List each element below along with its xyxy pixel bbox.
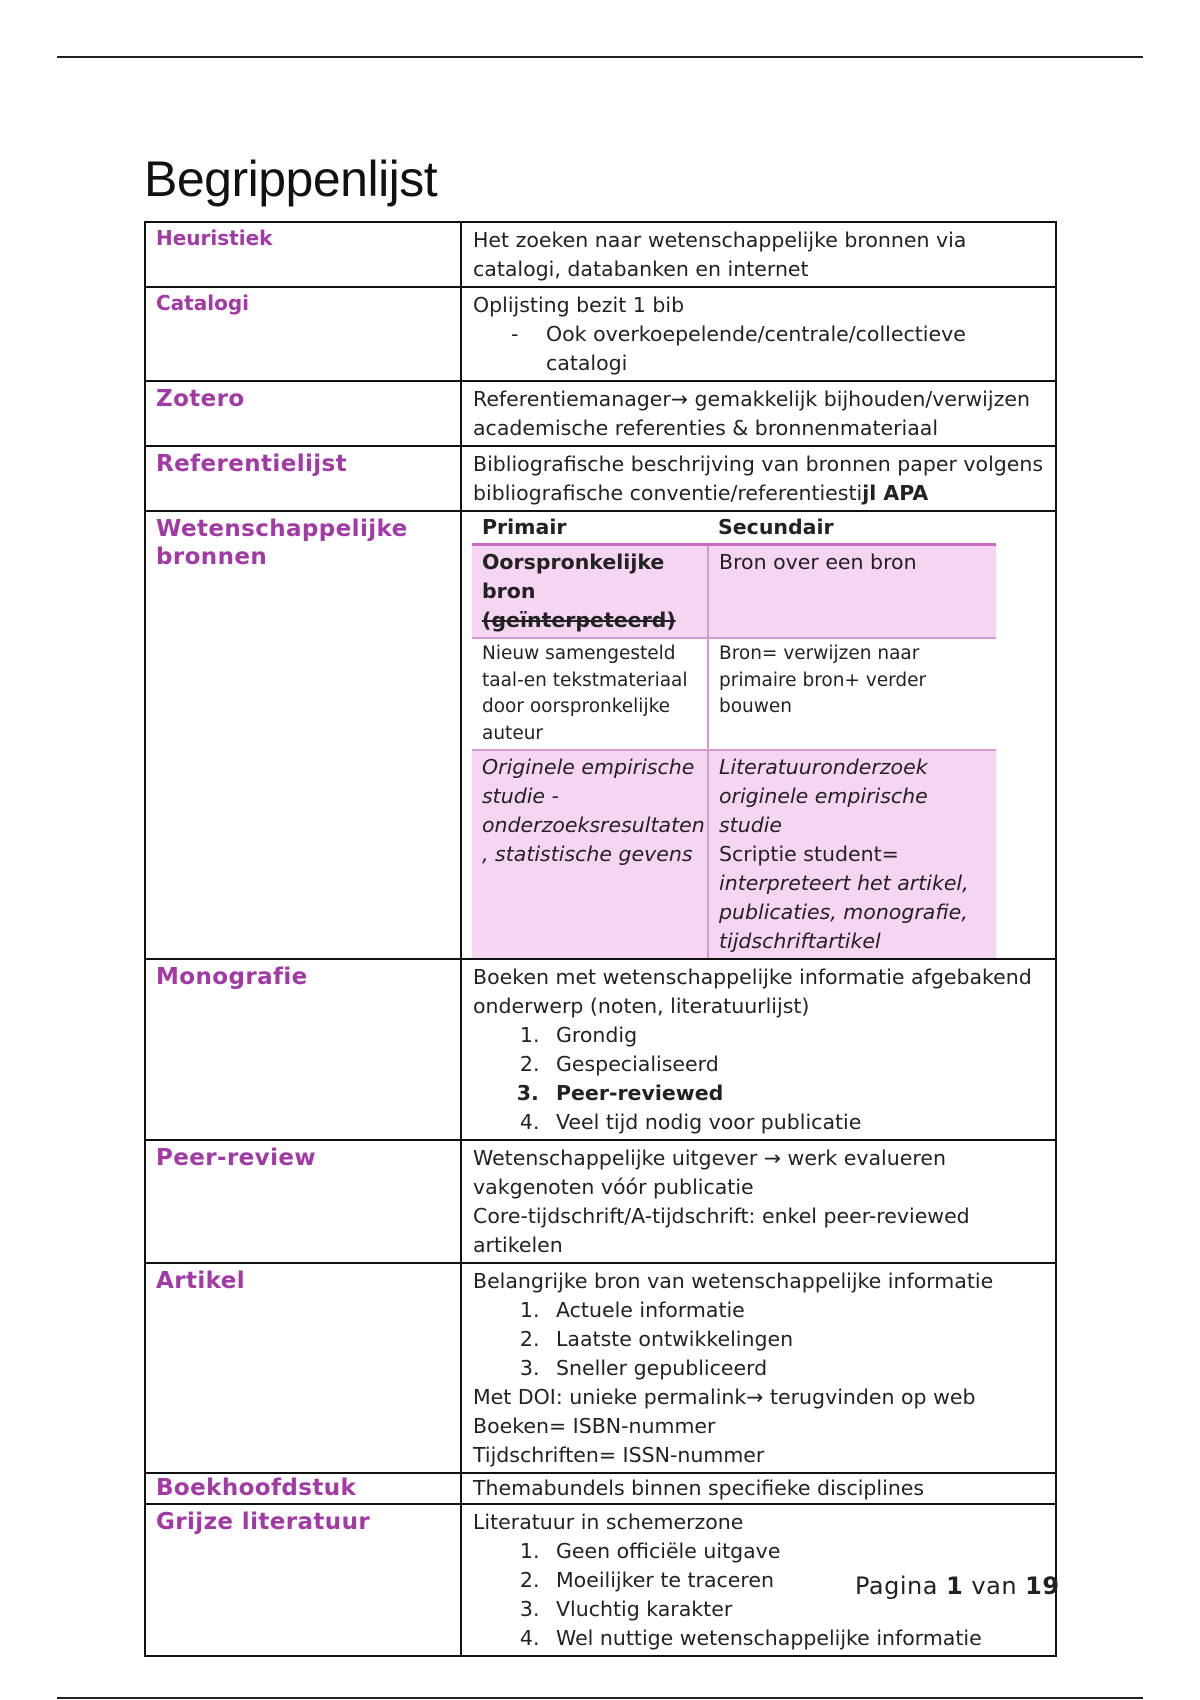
term-grijze-literatuur: Grijze literatuur	[156, 1509, 371, 1535]
primair-oorspronkelijk: Oorspronkelijke bron	[482, 550, 665, 603]
table-row	[472, 638, 996, 750]
glossary-table	[144, 221, 1060, 1657]
list-item: 4. Wel nuttige wetenschappelijke informatie	[546, 1624, 1045, 1653]
footer-rule	[57, 1697, 1143, 1699]
list-item: 1. Actuele informatie	[546, 1296, 1045, 1325]
definition-grijze-literatuur: Literatuur in schemerzone	[473, 1510, 744, 1534]
page-number	[855, 1572, 1060, 1600]
monografie-list	[473, 1021, 1045, 1137]
bronnen-subtable	[472, 512, 996, 958]
header-secundair: Secundair	[718, 515, 834, 539]
table-row	[145, 1140, 1056, 1263]
definition-artikel: Belangrijke bron van wetenschappelijke informatie	[473, 1269, 994, 1293]
list-item: - Ook overkoepelende/centrale/collectieve catalogi	[473, 320, 1045, 378]
current-page: 1	[946, 1572, 964, 1600]
list-item: 3. Vluchtig karakter	[546, 1595, 1045, 1624]
table-row	[145, 959, 1056, 1140]
definition-core-tijdschrift: Core-tijdschrift/A-tijdschrift: enkel peer-reviewed artikelen	[473, 1204, 970, 1257]
table-row	[145, 1263, 1056, 1473]
list-item: 3. Peer-reviewed	[546, 1079, 1045, 1108]
list-item: 2. Moeilijker te traceren	[546, 1566, 1045, 1595]
page-title: Begrippenlijst	[144, 151, 438, 207]
table-row	[472, 750, 996, 958]
primair-nieuw: Nieuw samengesteld taal-en tekstmateriaal door oorspronkelijke auteur	[472, 638, 708, 750]
header-rule	[57, 56, 1143, 58]
secundair-bron-over-bron: Bron over een bron	[708, 545, 996, 639]
definition-referentielijst: Bibliografische beschrijving van bronnen paper volgens bibliografische conventie/referentiesti	[473, 452, 1044, 505]
secundair-interpreteert: interpreteert het artikel, publicaties, monografie, tijdschriftartikel	[719, 871, 969, 953]
secundair-scriptie: Scriptie student=	[719, 842, 899, 866]
definition-boekhoofdstuk: Themabundels binnen specifieke disciplines	[461, 1473, 1056, 1504]
table-row	[145, 287, 1056, 381]
definition-monografie: Boeken met wetenschappelijke informatie afgebakend onderwerp (noten, literatuurlijst)	[473, 965, 1032, 1018]
list-item: 4. Veel tijd nodig voor publicatie	[546, 1108, 1045, 1137]
term-monografie: Monografie	[156, 964, 308, 990]
list-item: 1. Grondig	[546, 1021, 1045, 1050]
term-zotero: Zotero	[156, 386, 245, 412]
term-wetenschappelijke-bronnen: Wetenschappelijke bronnen	[156, 516, 408, 570]
definition-peer-review: Wetenschappelijke uitgever → werk evalueren vakgenoten vóór publicatie	[473, 1146, 946, 1199]
table-row	[472, 512, 996, 545]
catalogi-list	[473, 320, 1045, 378]
primair-empirisch: Originele empirische studie - onderzoeksresultaten , statistische gevens	[472, 750, 708, 958]
secundair-literatuuronderzoek: Literatuuronderzoek originele empirische studie	[719, 755, 928, 837]
table-row	[145, 222, 1056, 287]
term-catalogi: Catalogi	[156, 291, 249, 315]
list-item: 3. Sneller gepubliceerd	[546, 1354, 1045, 1383]
term-peer-review: Peer-review	[156, 1145, 317, 1171]
list-item: 1. Geen officiële uitgave	[546, 1537, 1045, 1566]
definition-zotero: Referentiemanager→ gemakkelijk bijhouden/verwijzen academische referenties & bronnenmateriaal	[461, 381, 1056, 446]
table-row	[145, 381, 1056, 446]
list-item: 2. Gespecialiseerd	[546, 1050, 1045, 1079]
table-row	[145, 446, 1056, 511]
artikel-doi: Met DOI: unieke permalink→ terugvinden op web	[473, 1385, 976, 1409]
artikel-isbn: Boeken= ISBN-nummer	[473, 1414, 716, 1438]
term-artikel: Artikel	[156, 1268, 245, 1294]
table-row	[472, 545, 996, 639]
term-heuristiek: Heuristiek	[156, 226, 273, 250]
of-label: van	[971, 1572, 1018, 1600]
table-row	[145, 1473, 1056, 1504]
list-item: 2. Laatste ontwikkelingen	[546, 1325, 1045, 1354]
table-row	[145, 511, 1056, 959]
definition-referentielijst-bold: jl APA	[862, 481, 929, 505]
artikel-list	[473, 1296, 1045, 1383]
primair-geinterpreteerd: (geïnterpeteerd)	[482, 608, 676, 632]
total-pages: 19	[1025, 1572, 1060, 1600]
term-referentielijst: Referentielijst	[156, 451, 348, 477]
secundair-verwijzen: Bron= verwijzen naar primaire bron+ verder bouwen	[708, 638, 996, 750]
term-boekhoofdstuk: Boekhoofdstuk	[156, 1475, 357, 1501]
definition-heuristiek: Het zoeken naar wetenschappelijke bronnen via catalogi, databanken en internet	[461, 222, 1056, 287]
header-primair: Primair	[482, 515, 567, 539]
artikel-issn: Tijdschriften= ISSN-nummer	[473, 1443, 765, 1467]
definition-catalogi: Oplijsting bezit 1 bib	[473, 293, 685, 317]
page-label: Pagina	[855, 1572, 938, 1600]
